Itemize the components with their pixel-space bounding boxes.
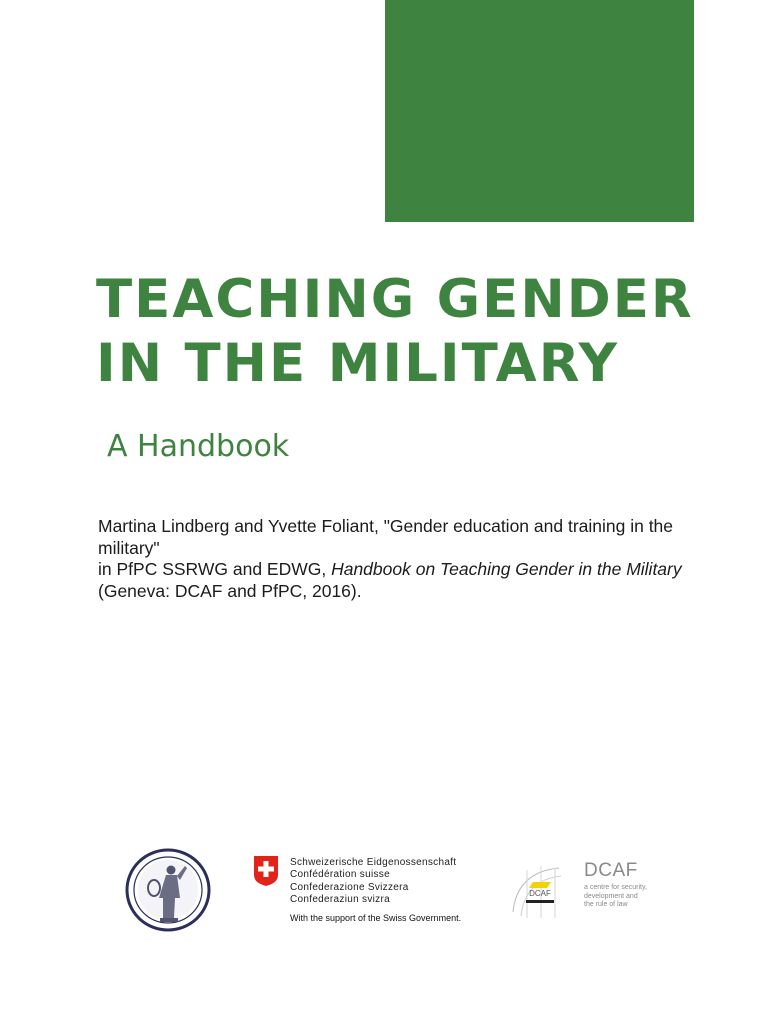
citation-line-4: (Geneva: DCAF and PfPC, 2016). [98, 580, 362, 601]
dcaf-tagline-3: the rule of law [584, 901, 628, 908]
citation-book-title: Handbook on Teaching Gender in the Military [331, 559, 682, 579]
dcaf-logo [507, 858, 667, 928]
swiss-name-fr: Confédération suisse [290, 869, 390, 881]
citation-line-1: Martina Lindberg and Yvette Foliant, "Gender education and training in the [98, 516, 674, 536]
swiss-name-de: Schweizerische Eidgenossenschaft [290, 857, 457, 868]
citation-line-3 [98, 559, 738, 581]
swiss-name-it: Confederazione Svizzera [290, 881, 409, 893]
cover-title [96, 268, 694, 396]
cover-green-block [385, 0, 694, 222]
dcaf-name: DCAF [584, 860, 638, 881]
swiss-name-rm: Confederaziun svizra [290, 894, 390, 906]
citation-line-2: military" [98, 537, 160, 558]
dcaf-tagline [584, 884, 647, 910]
swiss-cross-icon [253, 855, 279, 887]
dcaf-tagline-1: a centre for security, [584, 884, 647, 891]
title-line-1: TEACHING GENDER [96, 269, 694, 330]
dcaf-globe-icon [507, 862, 567, 918]
swiss-government-logo [253, 855, 483, 930]
cover-subtitle: A Handbook [107, 429, 290, 464]
pfpc-seal-icon [125, 848, 211, 932]
title-line-2: IN THE MILITARY [96, 333, 619, 394]
citation-prefix: in PfPC SSRWG and EDWG, [98, 559, 332, 579]
swiss-support-note: With the support of the Swiss Government. [290, 913, 462, 923]
dcaf-tagline-2: development and [584, 892, 638, 900]
dcaf-mark-text: DCAF [529, 889, 551, 898]
swiss-names [290, 857, 456, 907]
citation-block [98, 516, 738, 602]
